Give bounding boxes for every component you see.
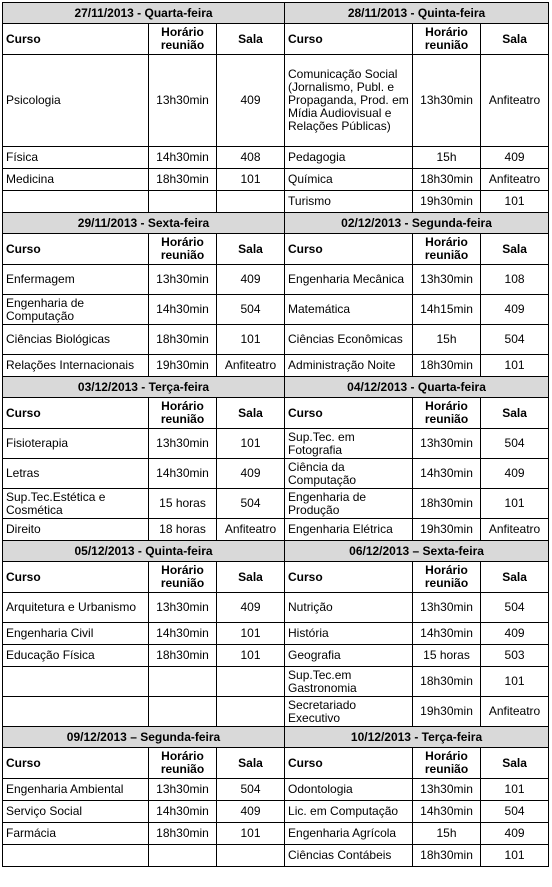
sala-cell: Anfiteatro — [481, 519, 549, 541]
sala-cell: 409 — [217, 593, 285, 623]
table-row — [3, 519, 549, 541]
curso-cell: Física — [3, 147, 149, 169]
curso-cell: Fisioterapia — [3, 429, 149, 459]
horario-cell: 14h30min — [413, 459, 481, 489]
curso-cell: Direito — [3, 519, 149, 541]
horario-cell — [149, 697, 217, 727]
curso-cell: Engenharia Agrícola — [285, 823, 413, 845]
horario-cell: 18 horas — [149, 519, 217, 541]
table-row — [3, 429, 549, 459]
sala-cell: 409 — [481, 459, 549, 489]
table-row — [3, 55, 549, 147]
sala-cell: 504 — [481, 429, 549, 459]
sala-header: Sala — [481, 748, 549, 779]
sala-cell: 409 — [217, 265, 285, 295]
day-title: 04/12/2013 - Quarta-feira — [285, 377, 549, 398]
horario-cell — [149, 667, 217, 697]
sala-cell: 504 — [481, 801, 549, 823]
sala-cell: 101 — [481, 667, 549, 697]
table-row — [3, 845, 549, 867]
curso-cell: Sup.Tec.Estética e Cosmética — [3, 489, 149, 519]
day-title: 28/11/2013 - Quinta-feira — [285, 3, 549, 24]
horario-cell: 13h30min — [149, 55, 217, 147]
curso-cell: Educação Física — [3, 645, 149, 667]
table-row — [3, 801, 549, 823]
sala-cell: 504 — [217, 295, 285, 325]
curso-header: Curso — [3, 24, 149, 55]
sala-cell: 101 — [217, 169, 285, 191]
sala-cell — [217, 697, 285, 727]
sala-header: Sala — [217, 748, 285, 779]
horario-cell: 18h30min — [149, 823, 217, 845]
horario-header: Horário reunião — [149, 234, 217, 265]
sala-cell: 504 — [217, 489, 285, 519]
sala-cell: 409 — [481, 147, 549, 169]
sala-cell: 409 — [481, 823, 549, 845]
curso-cell: Química — [285, 169, 413, 191]
horario-cell: 14h30min — [149, 295, 217, 325]
day-header-row — [3, 377, 549, 398]
column-header-row — [3, 24, 549, 55]
horario-cell: 18h30min — [149, 325, 217, 355]
horario-header: Horário reunião — [413, 234, 481, 265]
sala-cell: 504 — [217, 779, 285, 801]
curso-cell: Sup.Tec. em Fotografia — [285, 429, 413, 459]
sala-cell: 409 — [481, 623, 549, 645]
horario-cell: 14h30min — [413, 801, 481, 823]
horario-cell: 13h30min — [149, 429, 217, 459]
table-row — [3, 325, 549, 355]
curso-cell: Farmácia — [3, 823, 149, 845]
horario-header: Horário reunião — [149, 562, 217, 593]
sala-cell: Anfiteatro — [481, 169, 549, 191]
sala-cell: 504 — [481, 325, 549, 355]
day-header-row — [3, 727, 549, 748]
horario-cell: 18h30min — [413, 169, 481, 191]
horario-header: Horário reunião — [149, 24, 217, 55]
curso-cell: Pedagogia — [285, 147, 413, 169]
horario-cell: 14h30min — [149, 801, 217, 823]
horario-cell: 13h30min — [149, 265, 217, 295]
sala-cell: Anfiteatro — [481, 55, 549, 147]
table-row — [3, 191, 549, 213]
table-row — [3, 459, 549, 489]
horario-cell: 15h — [413, 823, 481, 845]
sala-header: Sala — [217, 398, 285, 429]
horario-cell: 14h30min — [149, 623, 217, 645]
curso-header: Curso — [3, 234, 149, 265]
horario-cell: 14h30min — [149, 459, 217, 489]
curso-cell: Arquitetura e Urbanismo — [3, 593, 149, 623]
day-header-row — [3, 541, 549, 562]
sala-cell: 409 — [217, 55, 285, 147]
table-row — [3, 489, 549, 519]
day-title: 03/12/2013 - Terça-feira — [3, 377, 285, 398]
curso-header: Curso — [3, 562, 149, 593]
horario-cell: 13h30min — [413, 593, 481, 623]
sala-cell: 409 — [481, 295, 549, 325]
sala-cell — [217, 845, 285, 867]
sala-cell: 101 — [481, 191, 549, 213]
sala-cell: 503 — [481, 645, 549, 667]
horario-cell: 15h — [413, 325, 481, 355]
sala-cell: 101 — [217, 623, 285, 645]
sala-cell: 101 — [217, 429, 285, 459]
sala-cell: 101 — [481, 779, 549, 801]
curso-cell: Ciências Biológicas — [3, 325, 149, 355]
sala-header: Sala — [217, 562, 285, 593]
horario-cell: 18h30min — [413, 667, 481, 697]
horario-cell: 18h30min — [413, 355, 481, 377]
sala-cell: 101 — [217, 325, 285, 355]
curso-cell: História — [285, 623, 413, 645]
horario-cell: 19h30min — [413, 697, 481, 727]
curso-header: Curso — [285, 398, 413, 429]
curso-cell: Lic. em Computação — [285, 801, 413, 823]
table-row — [3, 779, 549, 801]
curso-header: Curso — [285, 562, 413, 593]
table-row — [3, 593, 549, 623]
horario-cell: 13h30min — [149, 593, 217, 623]
horario-cell: 15 horas — [149, 489, 217, 519]
horario-cell: 18h30min — [413, 845, 481, 867]
curso-cell: Engenharia de Computação — [3, 295, 149, 325]
curso-cell — [3, 845, 149, 867]
curso-cell: Comunicação Social (Jornalismo, Publ. e Propaganda, Prod. em Mídia Audiovisual e Relações Públicas) — [285, 55, 413, 147]
horario-cell: 18h30min — [149, 645, 217, 667]
sala-cell: Anfiteatro — [481, 697, 549, 727]
table-row — [3, 645, 549, 667]
horario-cell: 13h30min — [149, 779, 217, 801]
horario-cell: 18h30min — [149, 169, 217, 191]
day-header-row — [3, 213, 549, 234]
day-title: 27/11/2013 - Quarta-feira — [3, 3, 285, 24]
curso-header: Curso — [285, 748, 413, 779]
curso-header: Curso — [285, 24, 413, 55]
sala-cell: 408 — [217, 147, 285, 169]
curso-cell: Matemática — [285, 295, 413, 325]
horario-header: Horário reunião — [413, 562, 481, 593]
horario-header: Horário reunião — [413, 748, 481, 779]
day-title: 02/12/2013 - Segunda-feira — [285, 213, 549, 234]
day-title: 06/12/2013 – Sexta-feira — [285, 541, 549, 562]
curso-cell: Engenharia Ambiental — [3, 779, 149, 801]
curso-header: Curso — [3, 748, 149, 779]
horario-header: Horário reunião — [413, 398, 481, 429]
sala-cell: 101 — [481, 845, 549, 867]
curso-cell: Sup.Tec.em Gastronomia — [285, 667, 413, 697]
horario-cell: 13h30min — [413, 265, 481, 295]
table-row — [3, 823, 549, 845]
horario-cell: 14h30min — [149, 147, 217, 169]
sala-header: Sala — [217, 24, 285, 55]
schedule-table — [2, 2, 549, 867]
curso-cell: Administração Noite — [285, 355, 413, 377]
curso-cell: Medicina — [3, 169, 149, 191]
curso-cell — [3, 667, 149, 697]
sala-cell: 101 — [481, 489, 549, 519]
sala-cell: 101 — [217, 823, 285, 845]
table-row — [3, 295, 549, 325]
sala-header: Sala — [217, 234, 285, 265]
column-header-row — [3, 234, 549, 265]
sala-cell — [217, 191, 285, 213]
sala-cell: 101 — [481, 355, 549, 377]
table-row — [3, 697, 549, 727]
horario-cell: 14h30min — [413, 623, 481, 645]
schedule-body — [3, 3, 549, 867]
horario-cell: 13h30min — [413, 429, 481, 459]
horario-cell: 13h30min — [413, 779, 481, 801]
curso-cell: Ciências Econômicas — [285, 325, 413, 355]
sala-cell: Anfiteatro — [217, 519, 285, 541]
sala-cell: 504 — [481, 593, 549, 623]
curso-cell: Ciências Contábeis — [285, 845, 413, 867]
table-row — [3, 147, 549, 169]
curso-cell — [3, 191, 149, 213]
day-title: 10/12/2013 - Terça-feira — [285, 727, 549, 748]
day-title: 05/12/2013 - Quinta-feira — [3, 541, 285, 562]
column-header-row — [3, 748, 549, 779]
horario-header: Horário reunião — [149, 748, 217, 779]
horario-cell: 19h30min — [413, 519, 481, 541]
curso-cell: Serviço Social — [3, 801, 149, 823]
horario-header: Horário reunião — [413, 24, 481, 55]
curso-cell — [3, 697, 149, 727]
curso-cell: Enfermagem — [3, 265, 149, 295]
horario-cell — [149, 191, 217, 213]
sala-header: Sala — [481, 24, 549, 55]
sala-cell: 101 — [217, 645, 285, 667]
sala-header: Sala — [481, 234, 549, 265]
horario-cell: 15h — [413, 147, 481, 169]
sala-cell: 108 — [481, 265, 549, 295]
horario-cell: 14h15min — [413, 295, 481, 325]
sala-cell: Anfiteatro — [217, 355, 285, 377]
column-header-row — [3, 562, 549, 593]
table-row — [3, 265, 549, 295]
curso-cell: Psicologia — [3, 55, 149, 147]
horario-header: Horário reunião — [149, 398, 217, 429]
horario-cell: 19h30min — [413, 191, 481, 213]
day-title: 09/12/2013 – Segunda-feira — [3, 727, 285, 748]
day-title: 29/11/2013 - Sexta-feira — [3, 213, 285, 234]
curso-cell: Nutrição — [285, 593, 413, 623]
horario-cell: 13h30min — [413, 55, 481, 147]
sala-header: Sala — [481, 398, 549, 429]
table-row — [3, 355, 549, 377]
curso-cell: Letras — [3, 459, 149, 489]
table-row — [3, 623, 549, 645]
horario-cell: 15 horas — [413, 645, 481, 667]
curso-header: Curso — [285, 234, 413, 265]
curso-cell: Engenharia Civil — [3, 623, 149, 645]
sala-cell: 409 — [217, 801, 285, 823]
curso-cell: Secretariado Executivo — [285, 697, 413, 727]
horario-cell: 18h30min — [413, 489, 481, 519]
horario-cell: 19h30min — [149, 355, 217, 377]
sala-header: Sala — [481, 562, 549, 593]
sala-cell: 409 — [217, 459, 285, 489]
curso-cell: Engenharia de Produção — [285, 489, 413, 519]
curso-header: Curso — [3, 398, 149, 429]
curso-cell: Engenharia Elétrica — [285, 519, 413, 541]
sala-cell — [217, 667, 285, 697]
column-header-row — [3, 398, 549, 429]
curso-cell: Ciência da Computação — [285, 459, 413, 489]
horario-cell — [149, 845, 217, 867]
table-row — [3, 667, 549, 697]
curso-cell: Odontologia — [285, 779, 413, 801]
day-header-row — [3, 3, 549, 24]
curso-cell: Geografia — [285, 645, 413, 667]
table-row — [3, 169, 549, 191]
curso-cell: Relações Internacionais — [3, 355, 149, 377]
curso-cell: Turismo — [285, 191, 413, 213]
curso-cell: Engenharia Mecânica — [285, 265, 413, 295]
